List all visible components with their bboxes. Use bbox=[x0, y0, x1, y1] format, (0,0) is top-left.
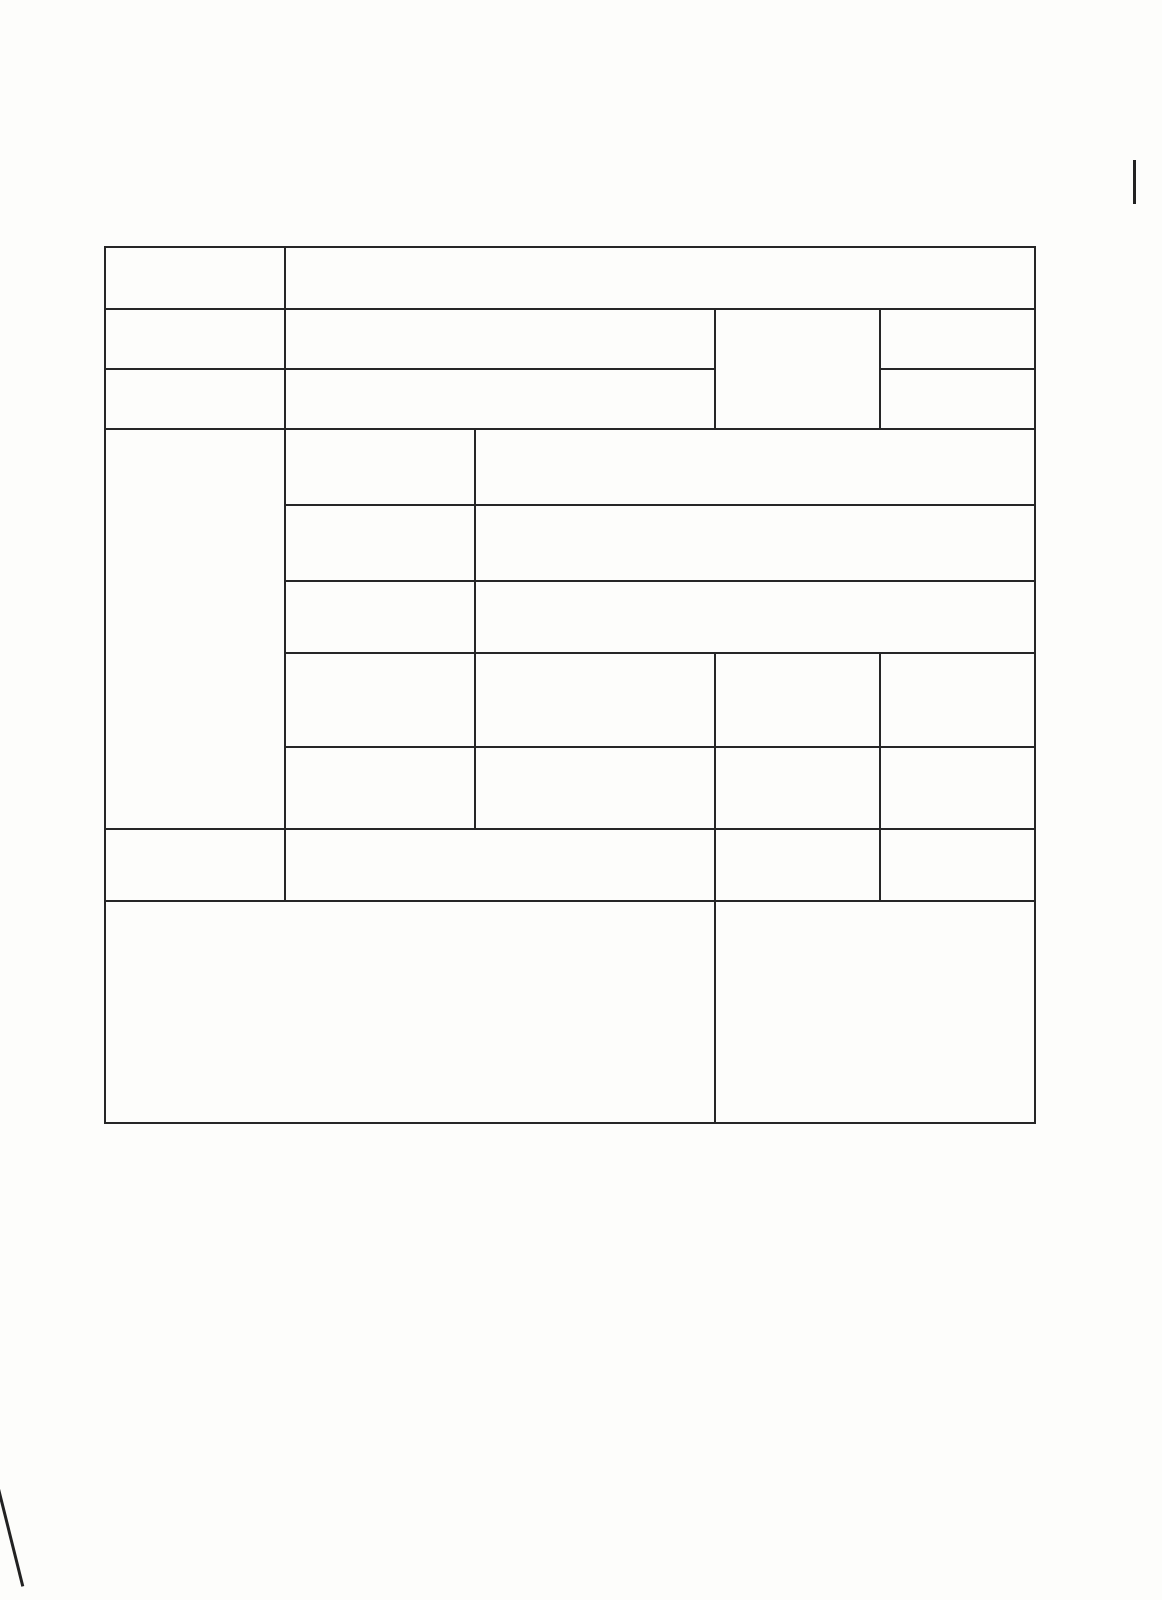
page-title bbox=[0, 118, 1162, 156]
lot-name-label bbox=[105, 429, 285, 829]
agency-label bbox=[105, 369, 285, 429]
scan-edge-mark bbox=[0, 1479, 24, 1586]
org-code-value bbox=[880, 747, 1035, 829]
second-candidate-label bbox=[285, 505, 475, 581]
publication-period bbox=[0, 216, 1162, 242]
table-row bbox=[105, 369, 1035, 429]
table-row bbox=[105, 829, 1035, 901]
table-row bbox=[105, 901, 1035, 1123]
project-name-label bbox=[105, 247, 285, 309]
third-candidate-label bbox=[285, 581, 475, 653]
complaint-phone-value bbox=[880, 829, 1035, 901]
first-candidate-label bbox=[285, 429, 475, 505]
second-candidate-value bbox=[475, 505, 1035, 581]
tenderer-value bbox=[285, 309, 715, 369]
first-candidate-value bbox=[475, 429, 1035, 505]
complaint-dept-label bbox=[105, 829, 285, 901]
contact-phone-value bbox=[880, 309, 1035, 369]
result-table bbox=[104, 246, 1036, 1124]
complaint-dept-value bbox=[285, 829, 715, 901]
contact-phone-label bbox=[715, 309, 880, 429]
credit-code-value bbox=[475, 747, 715, 829]
table-row bbox=[105, 309, 1035, 369]
complaint-phone-label bbox=[715, 829, 880, 901]
credit-code-label bbox=[285, 747, 475, 829]
table-row bbox=[105, 247, 1035, 309]
signature-tenderer bbox=[105, 901, 715, 1123]
agency-value bbox=[285, 369, 715, 429]
bid-amount-value bbox=[880, 653, 1035, 747]
bid-amount-label bbox=[715, 653, 880, 747]
agency-phone-value bbox=[880, 369, 1035, 429]
table-row bbox=[105, 429, 1035, 505]
proposed-winner-label bbox=[285, 653, 475, 747]
proposed-winner-value bbox=[475, 653, 715, 747]
tenderer-label bbox=[105, 309, 285, 369]
org-code-label bbox=[715, 747, 880, 829]
signature-agency bbox=[715, 901, 1035, 1123]
scan-edge-mark bbox=[1133, 160, 1136, 204]
project-name-value bbox=[285, 247, 1035, 309]
third-candidate-value bbox=[475, 581, 1035, 653]
